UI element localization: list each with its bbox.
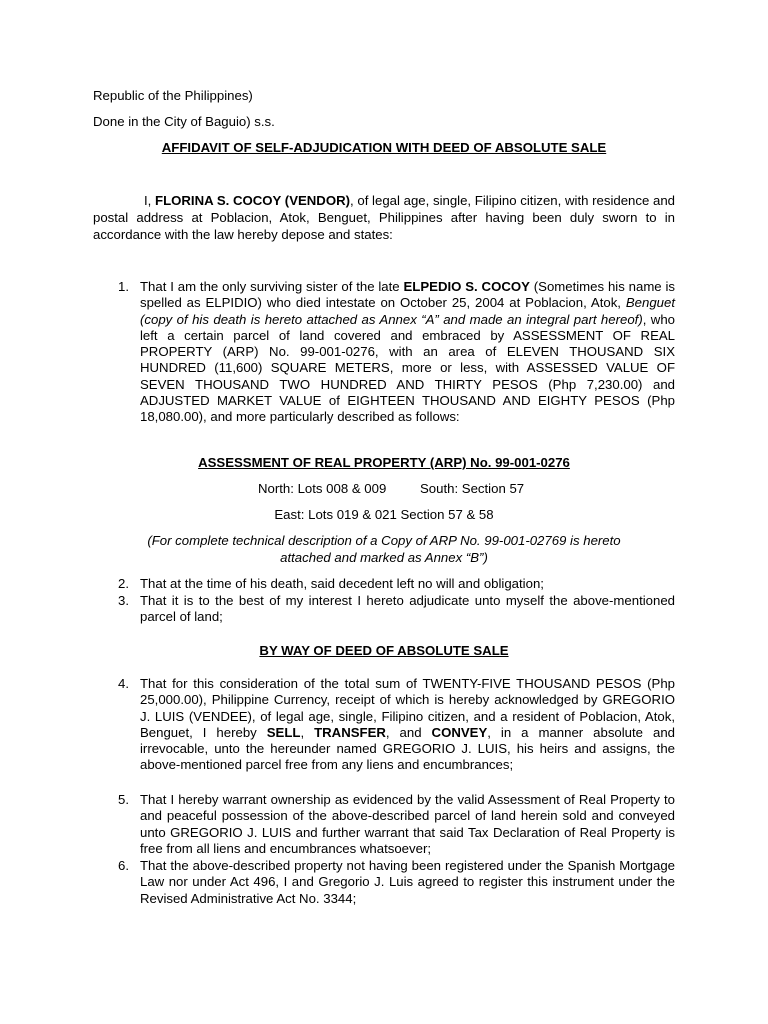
item-text: That at the time of his death, said decedent left no will and obligation; (140, 576, 544, 591)
item-text: That the above-described property not having been registered under the Spanish Mortgage Law nor under Act 496, I and Gregorio J. Luis agreed to register this instrument under the Revised Administrative Act No. 3344; (140, 858, 675, 906)
venue-line-republic: Republic of the Philippines) (93, 88, 253, 103)
property-title: ASSESSMENT OF REAL PROPERTY (ARP) No. 99-001-0276 (198, 455, 570, 470)
venue-line-city: Done in the City of Baguio) s.s. (93, 114, 275, 129)
property-south: South: Section 57 (420, 481, 525, 496)
property-east: East: Lots 019 & 021 Section 57 & 58 (274, 507, 494, 522)
intro-paragraph (93, 192, 675, 243)
property-note-line2: attached and marked as Annex “B”) (280, 550, 488, 565)
intro-part2: , of legal age, single, Filipino citizen, with residence and postal address at Poblacion, Atok, Benguet, Philippines after having been duly sworn to in accordance with the law hereby depose and states: (93, 193, 676, 242)
item-text: That it is to the best of my interest I hereto adjudicate unto myself the above-mentioned parcel of land; (140, 593, 675, 625)
item-number: 5. (118, 792, 129, 807)
property-north: North: Lots 008 & 009 (258, 481, 387, 496)
item-text: That I hereby warrant ownership as evidenced by the valid Assessment of Real Property to and peaceful possession of the above-described parcel of land herein sold and conveyed unto GREGORIO J. LUIS and further warrant that said Tax Declaration of Real Property is free from all liens and encumbrances whatsoever; (140, 792, 675, 856)
sale-title: BY WAY OF DEED OF ABSOLUTE SALE (259, 643, 509, 658)
item-number: 4. (118, 676, 129, 691)
document-title: AFFIDAVIT OF SELF-ADJUDICATION WITH DEED OF ABSOLUTE SALE (161, 140, 607, 155)
item-text: That I am the only surviving sister of the late ELPEDIO S. COCOY (Sometimes his name is spelled as ELPIDIO) who died intestate on October 25, 2004 at Poblacion, Atok, Benguet (copy of his death is hereto attached as Annex “A” and made an integral part hereof), who left a certain parcel of land covered and embraced by ASSESSMENT OF REAL PROPERTY (ARP) No. 99-001-0276, with an area of ELEVEN THOUSAND SIX HUNDRED (11,600) SQUARE METERS, more or less, with ASSESSED VALUE OF SEVEN THOUSAND TWO HUNDRED AND THIRTY PESOS (Php 7,230.00) and ADJUSTED MARKET VALUE of EIGHTEEN THOUSAND AND EIGHTY PESOS (Php 18,080.00), and more particularly described as follows: (140, 279, 676, 425)
property-note-line1: (For complete technical description of a Copy of ARP No. 99-001-02769 is hereto (147, 533, 621, 548)
vendor-name: FLORINA S. COCOY (VENDOR) (155, 193, 351, 208)
item-number: 6. (118, 858, 129, 873)
item-number: 1. (118, 279, 129, 294)
item-number: 3. (118, 593, 129, 608)
item-number: 2. (118, 576, 129, 591)
intro-part1: I, (144, 193, 156, 208)
item-text: That for this consideration of the total sum of TWENTY-FIVE THOUSAND PESOS (Php 25,000.00), Philippine Currency, receipt of which is hereby acknowledged by GREGORIO J. LUIS (VENDEE), of legal age, single, Filipino citizen, and a resident of Poblacion, Atok, Benguet, I hereby SELL, TRANSFER, and CONVEY, in a manner absolute and irrevocable, unto the hereunder named GREGORIO J. LUIS, his heirs and assigns, the above-mentioned parcel free from any liens and encumbrances; (140, 676, 675, 773)
